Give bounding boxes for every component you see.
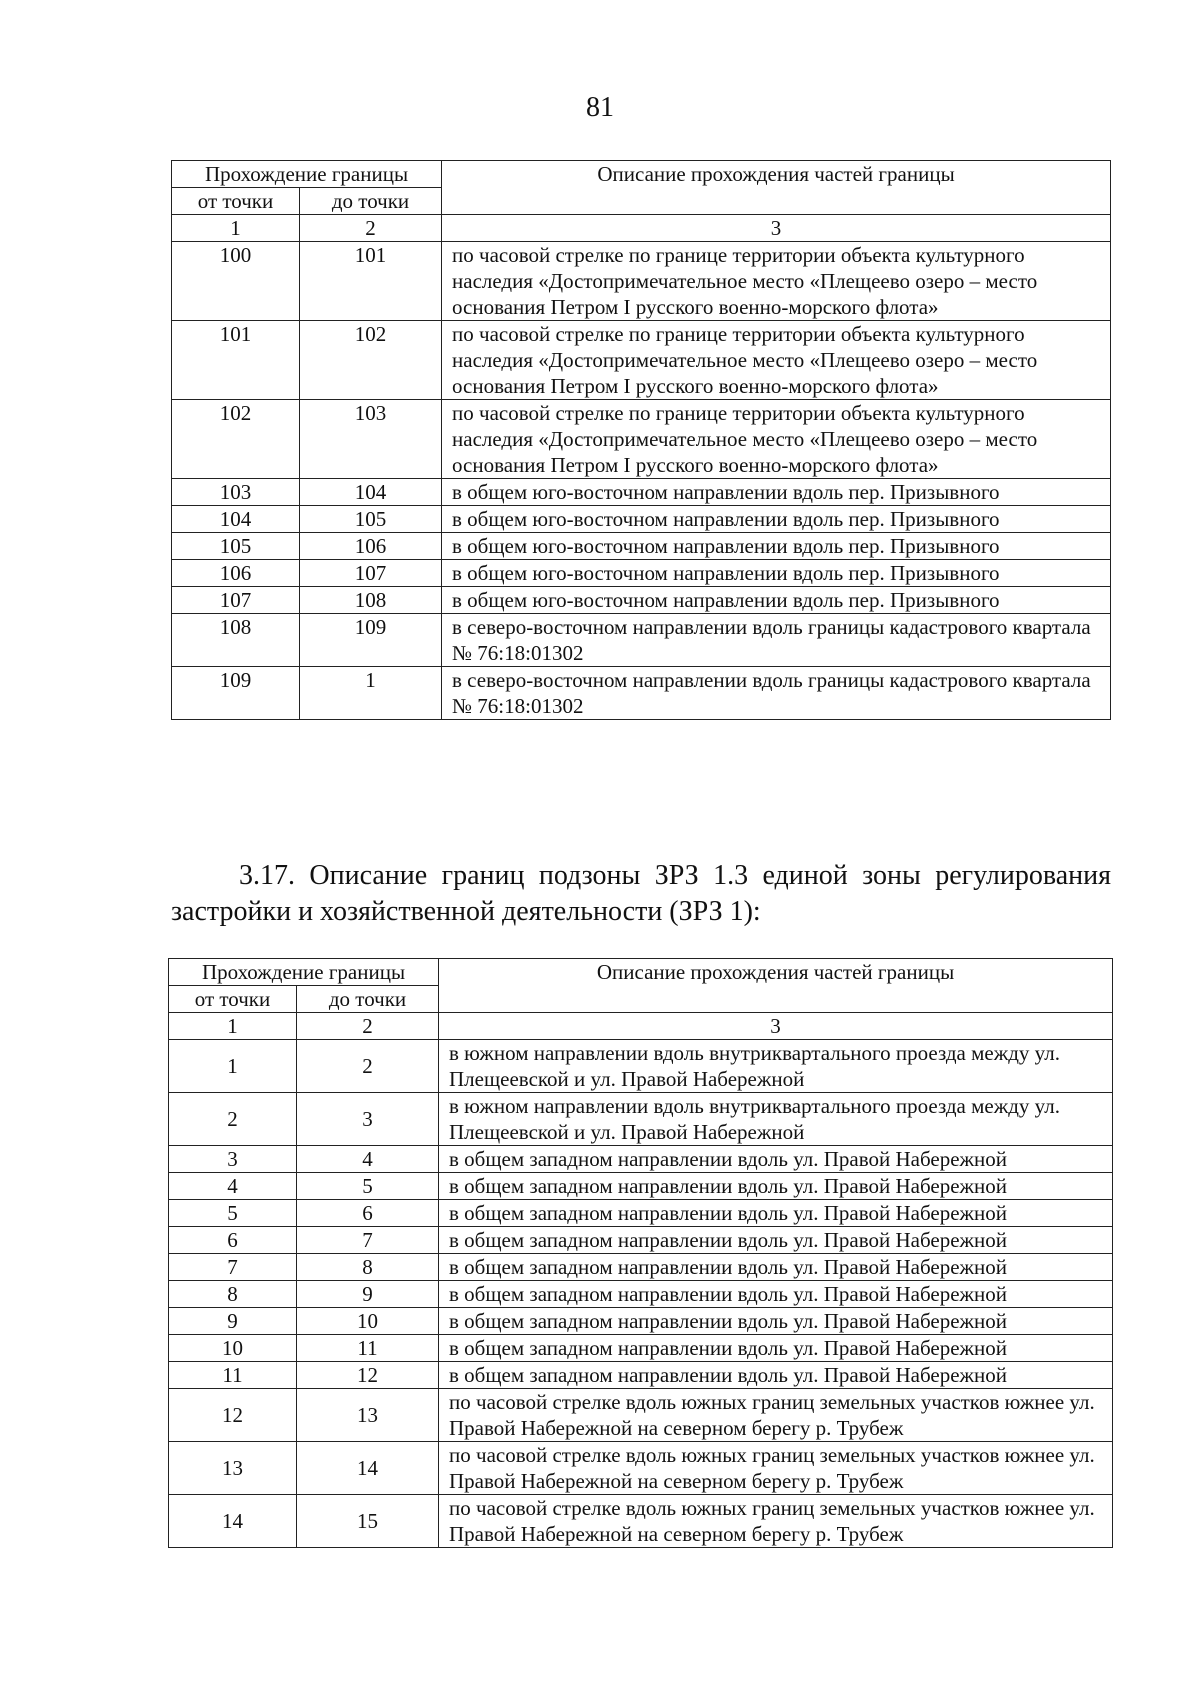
table-row — [169, 1146, 1113, 1173]
header-from-point: от точки — [172, 188, 300, 215]
table-row — [169, 1200, 1113, 1227]
from-point-cell: 2 — [169, 1093, 297, 1146]
table-row — [172, 614, 1111, 667]
description-cell: в общем юго-восточном направлении вдоль пер. Призывного — [442, 560, 1111, 587]
from-point-cell: 109 — [172, 667, 300, 720]
to-point-cell: 106 — [300, 533, 442, 560]
from-point-cell: 107 — [172, 587, 300, 614]
description-cell: в общем западном направлении вдоль ул. Правой Набережной — [439, 1254, 1113, 1281]
to-point-cell: 13 — [297, 1389, 439, 1442]
from-point-cell: 104 — [172, 506, 300, 533]
to-point-cell: 14 — [297, 1442, 439, 1495]
to-point-cell: 103 — [300, 400, 442, 479]
header-to-point: до точки — [300, 188, 442, 215]
to-point-cell: 5 — [297, 1173, 439, 1200]
from-point-cell: 102 — [172, 400, 300, 479]
description-cell: в общем юго-восточном направлении вдоль пер. Призывного — [442, 533, 1111, 560]
boundary-table-2 — [168, 958, 1113, 1548]
table-row — [172, 560, 1111, 587]
description-cell: в южном направлении вдоль внутриквартального проезда между ул. Плещеевской и ул. Правой Набережной — [439, 1040, 1113, 1093]
table-body — [169, 959, 1113, 1548]
description-cell: по часовой стрелке вдоль южных границ земельных участков южнее ул. Правой Набережной на северном берегу р. Трубеж — [439, 1442, 1113, 1495]
column-number-2: 2 — [297, 1013, 439, 1040]
header-description: Описание прохождения частей границы — [439, 959, 1113, 1013]
table-row — [169, 1173, 1113, 1200]
description-cell: в северо-восточном направлении вдоль границы кадастрового квартала № 76:18:01302 — [442, 614, 1111, 667]
description-cell: в северо-восточном направлении вдоль границы кадастрового квартала № 76:18:01302 — [442, 667, 1111, 720]
header-from-point: от точки — [169, 986, 297, 1013]
from-point-cell: 5 — [169, 1200, 297, 1227]
column-number-3: 3 — [439, 1013, 1113, 1040]
description-cell: по часовой стрелке по границе территории объекта культурного наследия «Достопримечательное место «Плещеево озеро – место основания Петром I русского военно-морского флота» — [442, 242, 1111, 321]
to-point-cell: 6 — [297, 1200, 439, 1227]
table-row — [172, 242, 1111, 321]
table-row — [172, 667, 1111, 720]
from-point-cell: 105 — [172, 533, 300, 560]
to-point-cell: 8 — [297, 1254, 439, 1281]
from-point-cell: 4 — [169, 1173, 297, 1200]
to-point-cell: 3 — [297, 1093, 439, 1146]
from-point-cell: 9 — [169, 1308, 297, 1335]
description-cell: в общем западном направлении вдоль ул. Правой Набережной — [439, 1281, 1113, 1308]
header-description: Описание прохождения частей границы — [442, 161, 1111, 215]
to-point-cell: 1 — [300, 667, 442, 720]
table-row — [169, 1442, 1113, 1495]
table-row — [169, 1362, 1113, 1389]
table-row — [172, 321, 1111, 400]
column-number-2: 2 — [300, 215, 442, 242]
to-point-cell: 104 — [300, 479, 442, 506]
section-number: 3.17. — [239, 860, 295, 891]
description-cell: в общем западном направлении вдоль ул. Правой Набережной — [439, 1146, 1113, 1173]
table-row — [169, 1040, 1113, 1093]
table-row — [172, 506, 1111, 533]
section-heading — [171, 858, 1111, 930]
column-number-row — [172, 215, 1111, 242]
to-point-cell: 12 — [297, 1362, 439, 1389]
to-point-cell: 109 — [300, 614, 442, 667]
page-number: 81 — [586, 92, 614, 123]
description-cell: по часовой стрелке по границе территории объекта культурного наследия «Достопримечательное место «Плещеево озеро – место основания Петром I русского военно-морского флота» — [442, 400, 1111, 479]
header-passage: Прохождение границы — [172, 161, 442, 188]
header-to-point: до точки — [297, 986, 439, 1013]
to-point-cell: 107 — [300, 560, 442, 587]
table-body — [172, 161, 1111, 720]
description-cell: в общем западном направлении вдоль ул. Правой Набережной — [439, 1362, 1113, 1389]
table-row — [169, 1335, 1113, 1362]
to-point-cell: 2 — [297, 1040, 439, 1093]
to-point-cell: 101 — [300, 242, 442, 321]
description-cell: в общем юго-восточном направлении вдоль пер. Призывного — [442, 506, 1111, 533]
description-cell: в общем юго-восточном направлении вдоль пер. Призывного — [442, 587, 1111, 614]
from-point-cell: 3 — [169, 1146, 297, 1173]
to-point-cell: 105 — [300, 506, 442, 533]
boundary-table-1 — [171, 160, 1111, 720]
from-point-cell: 103 — [172, 479, 300, 506]
header-row — [172, 161, 1111, 188]
to-point-cell: 9 — [297, 1281, 439, 1308]
to-point-cell: 108 — [300, 587, 442, 614]
table-row — [172, 533, 1111, 560]
from-point-cell: 12 — [169, 1389, 297, 1442]
from-point-cell: 6 — [169, 1227, 297, 1254]
column-number-1: 1 — [169, 1013, 297, 1040]
from-point-cell: 14 — [169, 1495, 297, 1548]
to-point-cell: 10 — [297, 1308, 439, 1335]
description-cell: по часовой стрелке вдоль южных границ земельных участков южнее ул. Правой Набережной на северном берегу р. Трубеж — [439, 1495, 1113, 1548]
from-point-cell: 13 — [169, 1442, 297, 1495]
table-row — [169, 1093, 1113, 1146]
from-point-cell: 10 — [169, 1335, 297, 1362]
table-row — [169, 1281, 1113, 1308]
from-point-cell: 7 — [169, 1254, 297, 1281]
from-point-cell: 11 — [169, 1362, 297, 1389]
description-cell: в общем западном направлении вдоль ул. Правой Набережной — [439, 1227, 1113, 1254]
from-point-cell: 106 — [172, 560, 300, 587]
column-number-3: 3 — [442, 215, 1111, 242]
to-point-cell: 102 — [300, 321, 442, 400]
table-row — [169, 1308, 1113, 1335]
column-number-1: 1 — [172, 215, 300, 242]
table-row — [169, 1495, 1113, 1548]
to-point-cell: 11 — [297, 1335, 439, 1362]
description-cell: по часовой стрелке по границе территории объекта культурного наследия «Достопримечательное место «Плещеево озеро – место основания Петром I русского военно-морского флота» — [442, 321, 1111, 400]
from-point-cell: 100 — [172, 242, 300, 321]
description-cell: в общем западном направлении вдоль ул. Правой Набережной — [439, 1335, 1113, 1362]
table-row — [169, 1254, 1113, 1281]
description-cell: в общем западном направлении вдоль ул. Правой Набережной — [439, 1308, 1113, 1335]
description-cell: в общем западном направлении вдоль ул. Правой Набережной — [439, 1200, 1113, 1227]
header-passage: Прохождение границы — [169, 959, 439, 986]
to-point-cell: 7 — [297, 1227, 439, 1254]
table-row — [172, 479, 1111, 506]
table-row — [169, 1227, 1113, 1254]
to-point-cell: 4 — [297, 1146, 439, 1173]
description-cell: по часовой стрелке вдоль южных границ земельных участков южнее ул. Правой Набережной на северном берегу р. Трубеж — [439, 1389, 1113, 1442]
table-row — [172, 400, 1111, 479]
to-point-cell: 15 — [297, 1495, 439, 1548]
table-row — [172, 587, 1111, 614]
table-row — [169, 1389, 1113, 1442]
from-point-cell: 108 — [172, 614, 300, 667]
from-point-cell: 101 — [172, 321, 300, 400]
description-cell: в общем западном направлении вдоль ул. Правой Набережной — [439, 1173, 1113, 1200]
header-row — [169, 959, 1113, 986]
from-point-cell: 1 — [169, 1040, 297, 1093]
section-title: Описание границ подзоны ЗРЗ 1.3 единой зоны регулирования застройки и хозяйственной деятельности (ЗРЗ 1): — [171, 860, 1112, 927]
column-number-row — [169, 1013, 1113, 1040]
from-point-cell: 8 — [169, 1281, 297, 1308]
description-cell: в общем юго-восточном направлении вдоль пер. Призывного — [442, 479, 1111, 506]
description-cell: в южном направлении вдоль внутриквартального проезда между ул. Плещеевской и ул. Правой Набережной — [439, 1093, 1113, 1146]
